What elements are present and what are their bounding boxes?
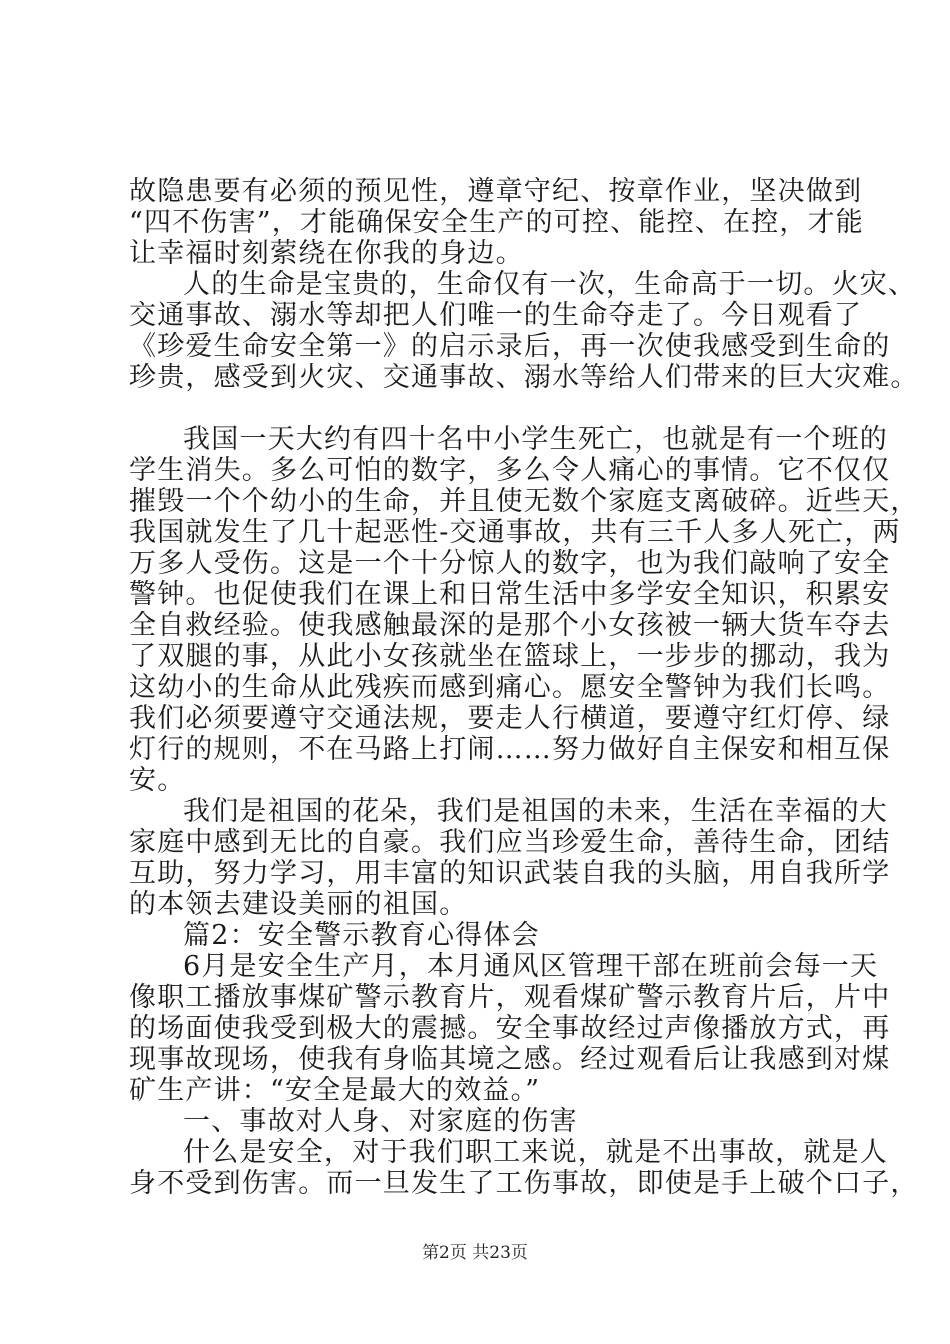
text-line: 的场面使我受到极大的震撼。安全事故经过声像播放方式，再: [129, 1013, 891, 1044]
text-line: 现事故现场，使我有身临其境之感。经过观看后让我感到对煤: [129, 1044, 891, 1075]
text-line: 全自救经验。使我感触最深的是那个小女孩被一辆大货车夺去: [129, 610, 891, 641]
text-line: 交通事故、溺水等却把人们唯一的生命夺走了。今日观看了: [129, 300, 863, 331]
text-line: 像职工播放事煤矿警示教育片，观看煤矿警示教育片后，片中: [129, 982, 891, 1013]
page-number: 第2页 共23页: [422, 1243, 528, 1263]
text-line: 我国就发生了几十起恶性-交通事故，共有三千人多人死亡，两: [129, 517, 901, 548]
text-line: 《珍爱生命安全第一》的启示录后，再一次使我感受到生命的: [129, 331, 891, 362]
text-line: 什么是安全，对于我们职工来说，就是不出事故，就是人: [183, 1137, 888, 1168]
text-line: 6月是安全生产月，本月通风区管理干部在班前会每一天: [183, 951, 879, 982]
text-line: 这幼小的生命从此残疾而感到痛心。愿安全警钟为我们长鸣。: [129, 672, 891, 703]
text-line: “四不伤害”，才能确保安全生产的可控、能控、在控，才能: [129, 207, 865, 238]
text-line: 学生消失。多么可怕的数字，多么令人痛心的事情。它不仅仅: [129, 455, 891, 486]
text-line: 矿生产讲：“安全是最大的效益。”: [129, 1075, 541, 1106]
text-line: 摧毁一个个幼小的生命，并且使无数个家庭支离破碎。近些天，: [129, 486, 919, 517]
text-line: 警钟。也促使我们在课上和日常生活中多学安全知识，积累安: [129, 579, 891, 610]
text-line: 我国一天大约有四十名中小学生死亡，也就是有一个班的: [183, 424, 888, 455]
text-line: 珍贵，感受到火灾、交通事故、溺水等给人们带来的巨大灾难。: [129, 362, 919, 393]
text-line: 我们必须要遵守交通法规，要走人行横道，要遵守红灯停、绿: [129, 703, 891, 734]
text-line: 的本领去建设美丽的祖国。: [129, 889, 468, 920]
text-line: 互助，努力学习，用丰富的知识武装自我的头脑，用自我所学: [129, 858, 891, 889]
text-line: 身不受到伤害。而一旦发生了工伤事故，即使是手上破个口子，: [129, 1168, 919, 1199]
text-line: 人的生命是宝贵的，生命仅有一次，生命高于一切。火灾、: [183, 269, 917, 300]
text-line: 灯行的规则，不在马路上打闹……努力做好自主保安和相互保: [129, 734, 891, 765]
text-line: 了双腿的事，从此小女孩就坐在篮球上，一步步的挪动，我为: [129, 641, 891, 672]
text-line: 让幸福时刻萦绕在你我的身边。: [129, 238, 524, 269]
subsection-heading: 一、事故对人身、对家庭的伤害: [183, 1106, 578, 1137]
text-line: 故隐患要有必须的预见性，遵章守纪、按章作业，坚决做到: [129, 176, 863, 207]
section-heading: 篇2：安全警示教育心得体会: [183, 920, 540, 951]
text-line: 万多人受伤。这是一个十分惊人的数字，也为我们敲响了安全: [129, 548, 891, 579]
text-line: 安。: [129, 765, 186, 796]
text-line: 我们是祖国的花朵，我们是祖国的未来，生活在幸福的大: [183, 796, 888, 827]
text-line: 家庭中感到无比的自豪。我们应当珍爱生命，善待生命，团结: [129, 827, 891, 858]
